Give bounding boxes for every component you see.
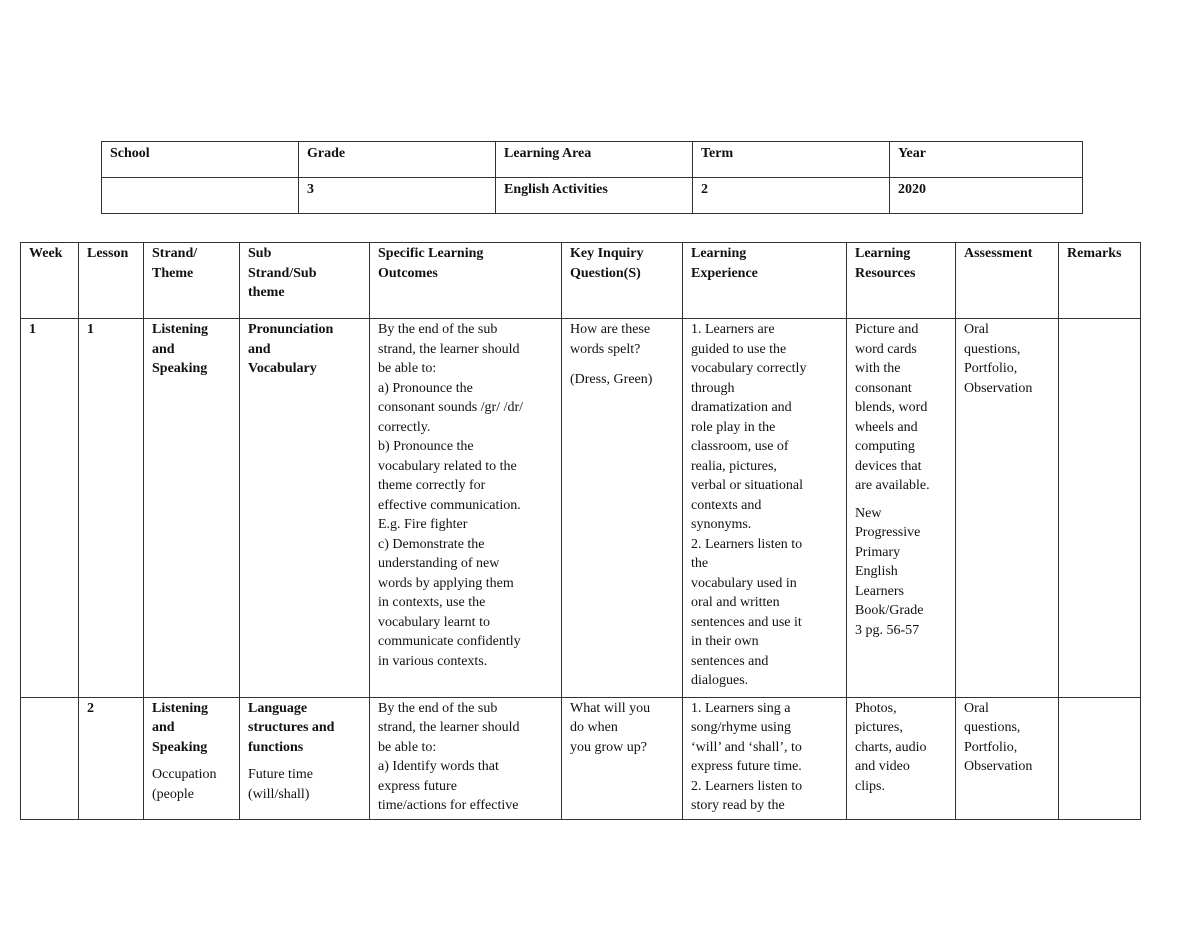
cell-inquiry <box>562 319 683 698</box>
outcomes-text: By the end of the sub strand, the learner should be able to: a) Identify words that express future time/actions for effective <box>378 700 520 813</box>
resources-main: Photos, pictures, charts, audio and video clips. <box>855 700 927 794</box>
cell-experience: 1. Learners are guided to use the vocabulary correctly through dramatization and role play in the classroom, use of realia, pictures, verbal or situational contexts and synonyms. 2. Learners listen to the vocabulary used in oral and written sentences and use it in their own sentences and dialogues. <box>683 319 847 698</box>
strand-name: Listening and Speaking <box>152 700 209 755</box>
cell-inquiry <box>562 697 683 819</box>
inquiry-example: (Dress, Green) <box>570 372 653 387</box>
header-value-year: 2020 <box>890 178 1083 214</box>
header-label-grade: Grade <box>299 142 496 178</box>
inquiry-question: How are these words spelt? <box>570 322 651 357</box>
cell-sub-strand <box>240 697 370 819</box>
cell-outcomes <box>370 697 562 819</box>
sub-strand-topic: Future time (will/shall) <box>248 767 313 802</box>
resources-main: Picture and word cards with the consonant blends, word wheels and computing devices that are available. <box>855 322 930 493</box>
resources-book: New Progressive Primary English Learners Book/Grade 3 pg. 56-57 <box>855 505 924 638</box>
cell-strand <box>144 697 240 819</box>
cell-assessment: Oral questions, Portfolio, Observation <box>956 319 1059 698</box>
cell-strand: Listening and Speaking <box>144 319 240 698</box>
header-label-learning-area: Learning Area <box>496 142 693 178</box>
col-header-strand: Strand/ Theme <box>144 243 240 319</box>
cell-week <box>21 697 79 819</box>
cell-week: 1 <box>21 319 79 698</box>
strand-theme: Occupation (people <box>152 767 217 802</box>
col-header-week: Week <box>21 243 79 319</box>
lesson-plan-table <box>20 242 1141 820</box>
col-header-inquiry: Key Inquiry Question(S) <box>562 243 683 319</box>
inquiry-question: What will you do when you grow up? <box>570 700 651 755</box>
col-header-remarks: Remarks <box>1059 243 1141 319</box>
col-header-assessment: Assessment <box>956 243 1059 319</box>
cell-lesson: 2 <box>79 697 144 819</box>
cell-remarks <box>1059 319 1141 698</box>
cell-experience <box>683 697 847 819</box>
header-label-year: Year <box>890 142 1083 178</box>
header-table <box>101 141 1083 214</box>
table-row <box>21 697 1141 819</box>
table-row <box>21 319 1141 698</box>
cell-sub-strand: Pronunciation and Vocabulary <box>240 319 370 698</box>
column-header-row <box>21 243 1141 319</box>
cell-remarks <box>1059 697 1141 819</box>
remarks-text <box>1067 699 1133 813</box>
cell-resources <box>847 697 956 819</box>
header-labels-row <box>102 142 1083 178</box>
cell-lesson: 1 <box>79 319 144 698</box>
col-header-outcomes: Specific Learning Outcomes <box>370 243 562 319</box>
assessment-text: Oral questions, Portfolio, Observation <box>964 700 1033 774</box>
sub-strand-name: Language structures and functions <box>248 700 335 755</box>
col-header-lesson: Lesson <box>79 243 144 319</box>
header-value-grade: 3 <box>299 178 496 214</box>
cell-outcomes: By the end of the sub strand, the learner should be able to: a) Pronounce the consonant sounds /gr/ /dr/ correctly. b) Pronounce the vocabulary related to the theme correctly for effective communication. E.g. Fire fighter c) Demonstrate the understanding of new words by applying them in contexts, use the vocabulary learnt to communicate confidently in various contexts. <box>370 319 562 698</box>
header-label-term: Term <box>693 142 890 178</box>
header-value-school <box>102 178 299 214</box>
header-value-learning-area: English Activities <box>496 178 693 214</box>
col-header-experience: Learning Experience <box>683 243 847 319</box>
cell-assessment <box>956 697 1059 819</box>
header-values-row <box>102 178 1083 214</box>
experience-text: 1. Learners sing a song/rhyme using ‘will’ and ‘shall’, to express future time. 2. Learners listen to story read by the <box>691 700 803 813</box>
cell-resources <box>847 319 956 698</box>
header-value-term: 2 <box>693 178 890 214</box>
col-header-resources: Learning Resources <box>847 243 956 319</box>
header-label-school: School <box>102 142 299 178</box>
col-header-sub-strand: Sub Strand/Sub theme <box>240 243 370 319</box>
